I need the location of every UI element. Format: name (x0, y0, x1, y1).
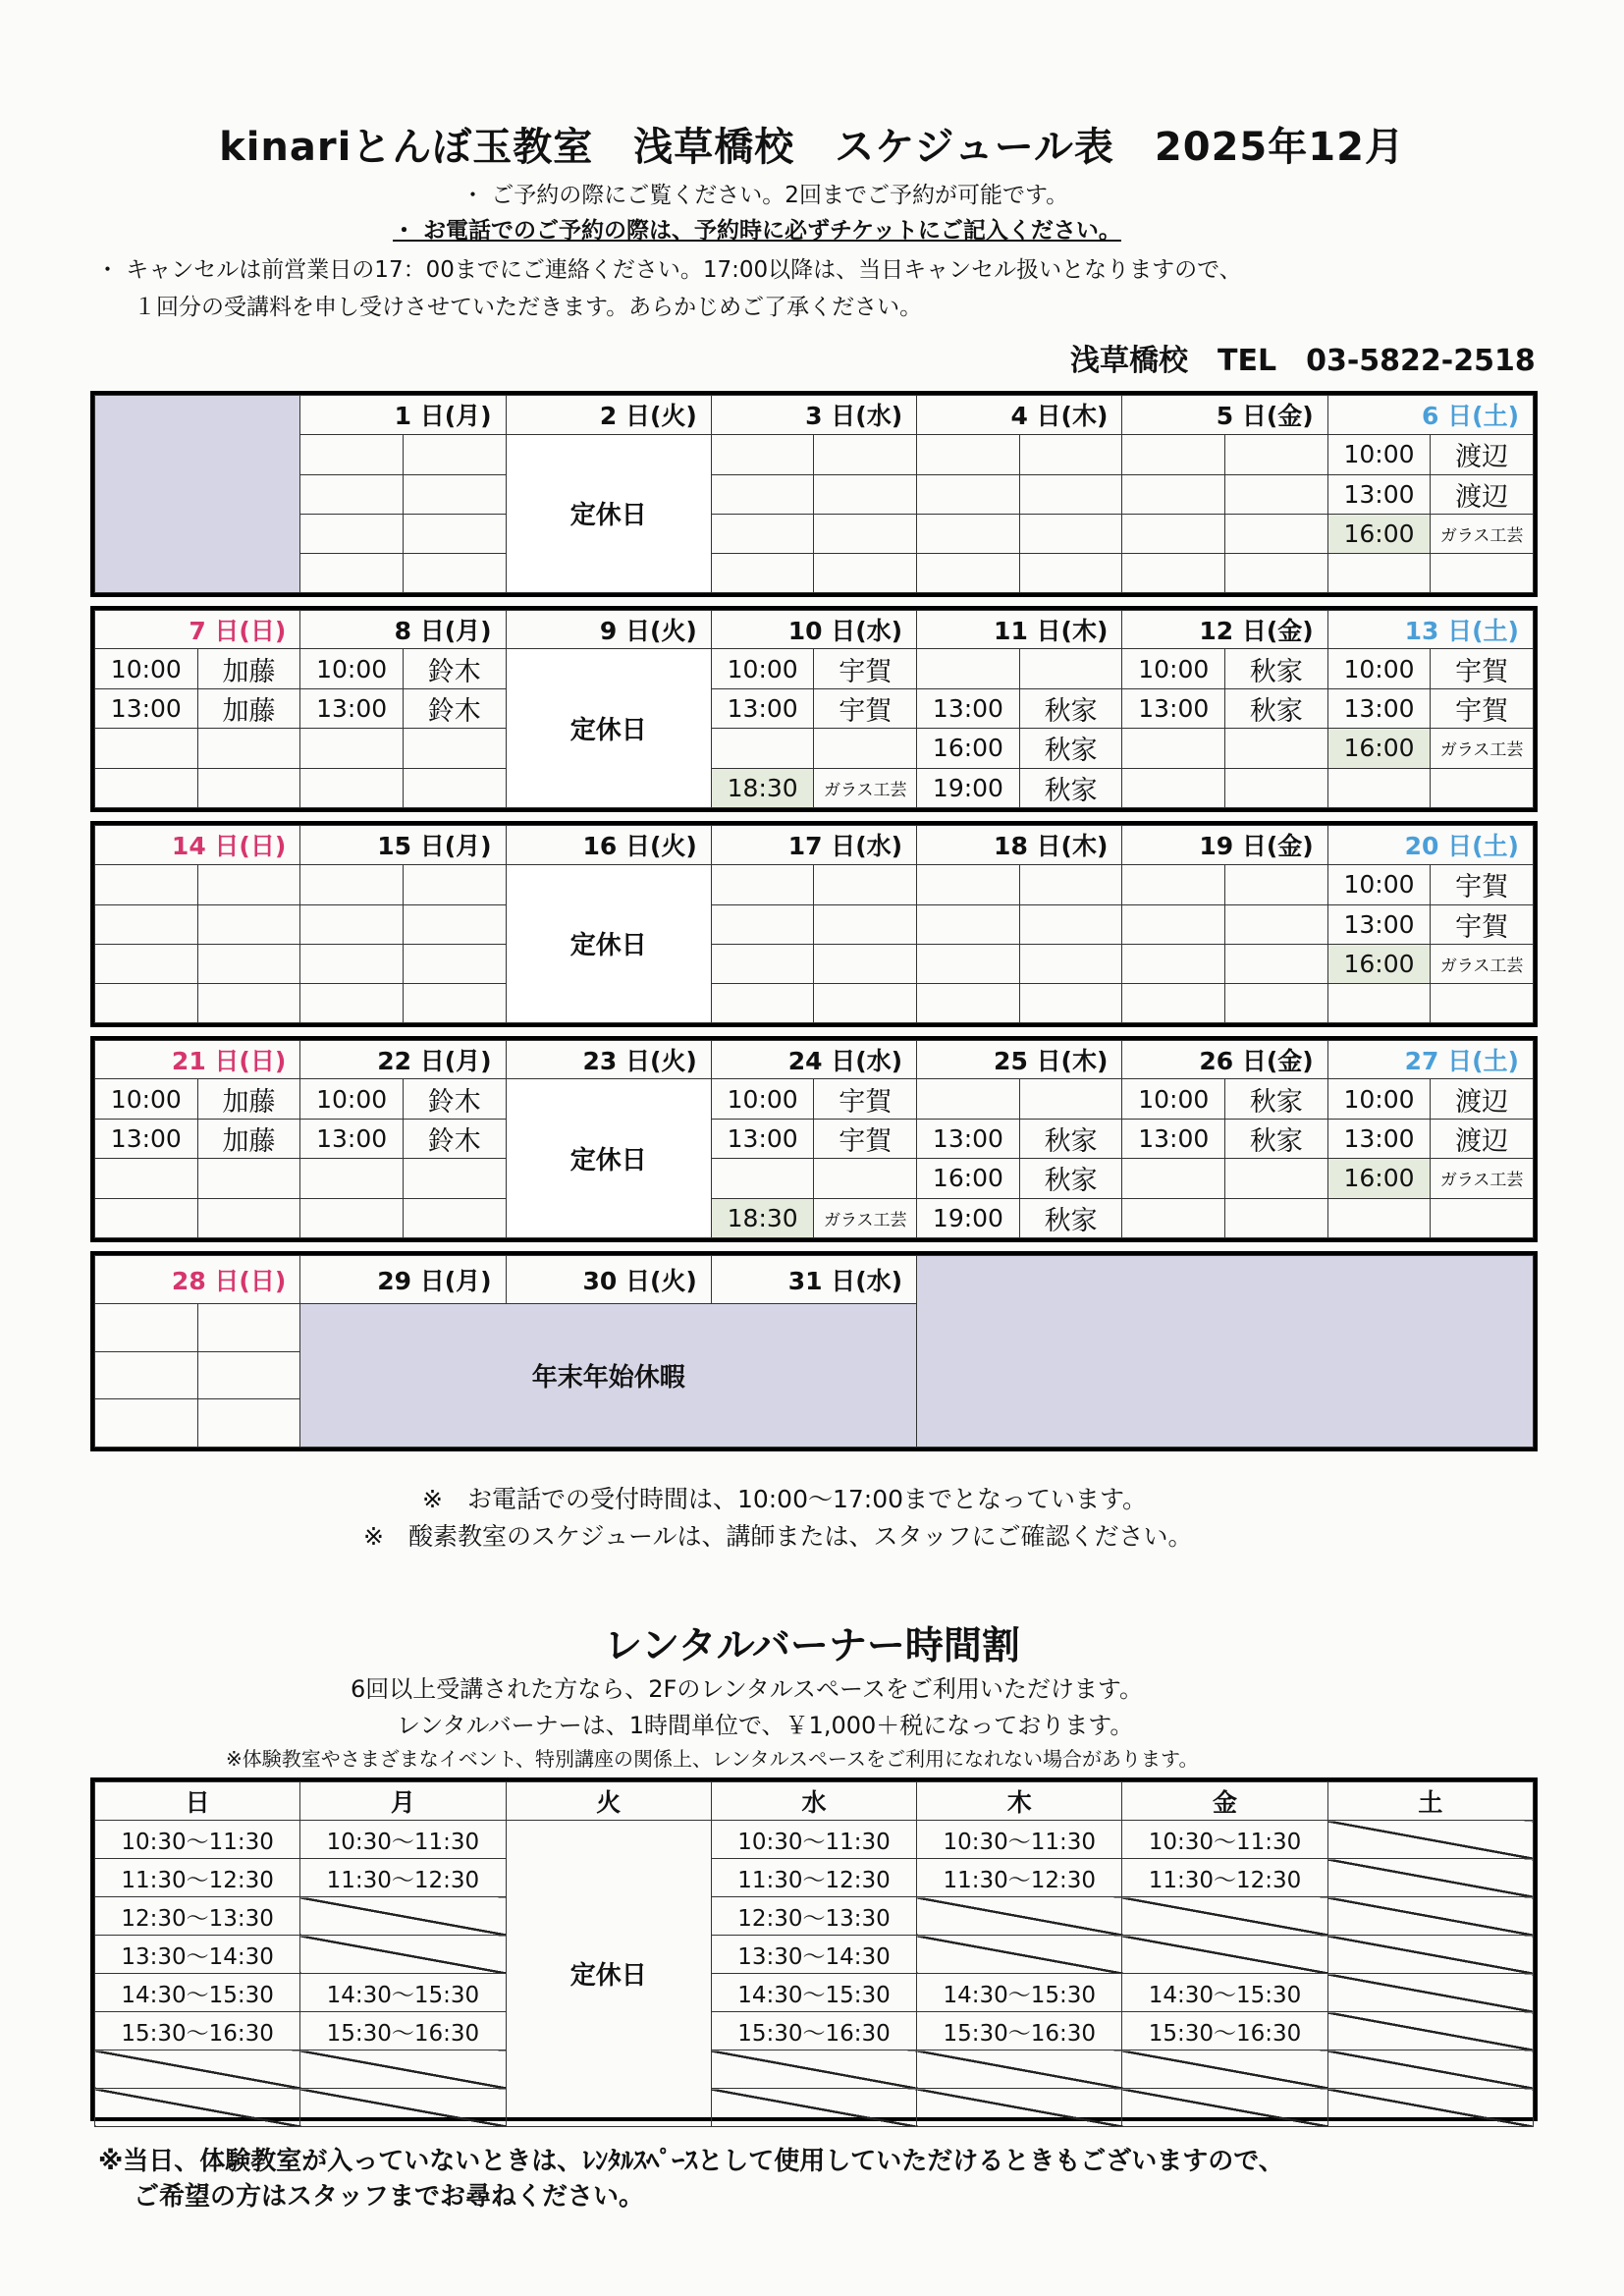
rental-header-sun: 日 (95, 1782, 300, 1821)
slot-time: 10:00 (1327, 649, 1431, 688)
slot-teacher: 鈴木 (403, 649, 506, 688)
day-header: 16 日(火) (506, 826, 711, 865)
rental-slot: 12:30～13:30 (95, 1897, 300, 1936)
day-header: 10 日(水) (711, 611, 916, 649)
slot-glass-craft: ガラス工芸 (814, 1198, 917, 1237)
slot-teacher: 秋家 (1225, 1079, 1328, 1119)
day-header: 25 日(木) (917, 1041, 1122, 1079)
slot-glass-craft: ガラス工芸 (1431, 945, 1534, 984)
slot-time: 13:00 (300, 688, 404, 728)
slot-teacher: 秋家 (1225, 649, 1328, 688)
rental-slot: 10:30～11:30 (300, 1821, 506, 1859)
slot-time: 10:00 (1122, 649, 1225, 688)
slot-time: 19:00 (917, 768, 1020, 807)
rental-slot-unavailable (300, 1936, 506, 1974)
rental-slot: 10:30～11:30 (95, 1821, 300, 1859)
rental-header-thu: 木 (917, 1782, 1122, 1821)
slot-teacher: 秋家 (1019, 729, 1122, 768)
day-header: 30 日(火) (506, 1256, 711, 1304)
day-header: 4 日(木) (917, 396, 1122, 435)
slot-time: 13:00 (711, 688, 814, 728)
rental-slot: 10:30～11:30 (917, 1821, 1122, 1859)
calendar-week-1 (90, 391, 1538, 597)
rental-footer-note-2: ご希望の方はスタッフまでお尋ねください。 (134, 2182, 645, 2212)
rental-slot-unavailable (1122, 1936, 1327, 1974)
day-header: 19 日(金) (1122, 826, 1327, 865)
rental-header-fri: 金 (1122, 1782, 1327, 1821)
rental-slot: 14:30～15:30 (95, 1974, 300, 2012)
rental-slot: 13:30～14:30 (711, 1936, 916, 1974)
slot-teacher: 宇賀 (814, 1079, 917, 1119)
rental-header-mon: 月 (300, 1782, 506, 1821)
rental-slot-unavailable (1327, 2012, 1533, 2050)
day-header-sunday: 28 日(日) (95, 1256, 300, 1304)
slot-teacher: 秋家 (1225, 688, 1328, 728)
rental-desc-2: レンタルバーナーは、1時間単位で、￥1,000＋税になっております。 (397, 1712, 1134, 1739)
notice-booking: ・ ご予約の際にご覧ください。2回までご予約が可能です。 (461, 183, 1069, 208)
slot-time: 10:00 (1327, 434, 1431, 474)
day-header: 23 日(火) (506, 1041, 711, 1079)
notice-cancel: ・ キャンセルは前営業日の17：00までにご連絡ください。17:00以降は、当日キャンセル扱いとなりますので、 (96, 257, 1242, 283)
slot-teacher: 宇賀 (814, 688, 917, 728)
rental-slot-unavailable (1122, 2089, 1327, 2127)
slot-teacher: 加藤 (197, 649, 300, 688)
slot-teacher: 宇賀 (814, 649, 917, 688)
rental-title: レンタルバーナー時間割 (604, 1624, 1020, 1668)
slot-time: 19:00 (917, 1198, 1020, 1237)
rental-slot: 12:30～13:30 (711, 1897, 916, 1936)
day-header: 18 日(木) (917, 826, 1122, 865)
slot-teacher: 宇賀 (814, 1119, 917, 1158)
rental-slot-unavailable (1327, 1936, 1533, 1974)
slot-time: 13:00 (1327, 474, 1431, 515)
day-header-saturday: 27 日(土) (1327, 1041, 1533, 1079)
rental-slot-unavailable (711, 2050, 916, 2089)
slot-teacher: 渡辺 (1431, 1119, 1534, 1158)
footnote-oxygen-class: ※ 酸素教室のスケジュールは、講師または、スタッフにご確認ください。 (363, 1522, 1193, 1551)
slot-time: 13:00 (95, 1119, 198, 1158)
rental-slot-unavailable (1327, 2089, 1533, 2127)
rental-closed-day: 定休日 (506, 1821, 711, 2127)
slot-time: 13:00 (1122, 1119, 1225, 1158)
slot-time: 16:00 (1327, 1159, 1431, 1198)
slot-time: 13:00 (711, 1119, 814, 1158)
day-header-sunday: 21 日(日) (95, 1041, 300, 1079)
rental-footer-note-1: ※当日、体験教室が入っていないときは、ﾚﾝﾀﾙｽﾍﾟｰｽとして使用していただけるときもございますので、 (98, 2147, 1284, 2176)
day-header: 9 日(火) (506, 611, 711, 649)
slot-teacher: 渡辺 (1431, 474, 1534, 515)
slot-time: 16:00 (917, 1159, 1020, 1198)
slot-glass-craft: ガラス工芸 (1431, 729, 1534, 768)
day-header-saturday: 6 日(土) (1327, 396, 1533, 435)
rental-slot-unavailable (1327, 1897, 1533, 1936)
rental-slot-unavailable (95, 2089, 300, 2127)
slot-teacher (403, 434, 506, 474)
rental-slot: 11:30～12:30 (300, 1859, 506, 1897)
slot-time: 10:00 (1327, 864, 1431, 904)
rental-header-tue: 火 (506, 1782, 711, 1821)
slot-teacher: 秋家 (1019, 768, 1122, 807)
closed-day: 定休日 (506, 434, 711, 592)
slot-time: 13:00 (1122, 688, 1225, 728)
slot-teacher: 鈴木 (403, 1119, 506, 1158)
rental-slot-unavailable (1327, 1859, 1533, 1897)
rental-slot: 11:30～12:30 (95, 1859, 300, 1897)
rental-slot: 13:30～14:30 (95, 1936, 300, 1974)
rental-slot-unavailable (300, 2089, 506, 2127)
day-header: 29 日(月) (300, 1256, 506, 1304)
day-header: 17 日(水) (711, 826, 916, 865)
rental-desc-1: 6回以上受講された方なら、2Fのレンタルスペースをご利用いただけます。 (351, 1675, 1143, 1703)
rental-slot-unavailable (917, 2089, 1122, 2127)
day-header: 12 日(金) (1122, 611, 1327, 649)
day-header-saturday: 13 日(土) (1327, 611, 1533, 649)
day-header-sunday: 14 日(日) (95, 826, 300, 865)
slot-time: 10:00 (300, 649, 404, 688)
slot-time: 16:00 (1327, 729, 1431, 768)
day-header: 26 日(金) (1122, 1041, 1327, 1079)
slot-time: 13:00 (1327, 1119, 1431, 1158)
rental-slot-unavailable (1327, 2050, 1533, 2089)
slot-time: 10:00 (1122, 1079, 1225, 1119)
calendar-week-5 (90, 1251, 1538, 1451)
slot-teacher: 宇賀 (1431, 649, 1534, 688)
rental-slot: 14:30～15:30 (300, 1974, 506, 2012)
slot-time: 16:00 (1327, 515, 1431, 554)
slot-teacher: 鈴木 (403, 1079, 506, 1119)
rental-slot: 15:30～16:30 (95, 2012, 300, 2050)
slot-time: 13:00 (917, 1119, 1020, 1158)
page-title: kinariとんぼ玉教室 浅草橋校 スケジュール表 2025年12月 (219, 125, 1405, 170)
calendar-week-2 (90, 606, 1538, 812)
school-phone: 浅草橋校 TEL 03-5822-2518 (1070, 344, 1536, 378)
slot-time: 10:00 (95, 649, 198, 688)
slot-time: 16:00 (917, 729, 1020, 768)
rental-desc-3: ※体験教室やさまざまなイベント、特別講座の関係上、レンタルスペースをご利用になれない場合があります。 (226, 1747, 1199, 1771)
day-header: 15 日(月) (300, 826, 506, 865)
slot-time: 18:30 (711, 1198, 814, 1237)
slot-time: 10:00 (711, 1079, 814, 1119)
slot-time: 13:00 (95, 688, 198, 728)
day-header-saturday: 20 日(土) (1327, 826, 1533, 865)
rental-slot: 15:30～16:30 (1122, 2012, 1327, 2050)
slot-glass-craft: ガラス工芸 (1431, 1159, 1534, 1198)
notice-cancel-fee: １回分の受講料を申し受けさせていただきます。あらかじめご了承ください。 (134, 295, 923, 320)
rental-slot-unavailable (1122, 2050, 1327, 2089)
slot-teacher: 鈴木 (403, 688, 506, 728)
rental-slot: 10:30～11:30 (711, 1821, 916, 1859)
day-header: 5 日(金) (1122, 396, 1327, 435)
blank-cell (917, 1256, 1534, 1448)
rental-header-sat: 土 (1327, 1782, 1533, 1821)
rental-slot: 15:30～16:30 (917, 2012, 1122, 2050)
slot-teacher: 加藤 (197, 1079, 300, 1119)
slot-teacher: 宇賀 (1431, 864, 1534, 904)
slot-teacher: 加藤 (197, 688, 300, 728)
slot-time: 13:00 (917, 688, 1020, 728)
blank-cell (95, 396, 300, 593)
slot-teacher: 秋家 (1019, 688, 1122, 728)
rental-slot-unavailable (917, 2050, 1122, 2089)
slot-glass-craft: ガラス工芸 (814, 768, 917, 807)
day-header: 24 日(水) (711, 1041, 916, 1079)
slot-teacher: 秋家 (1225, 1119, 1328, 1158)
rental-slot-unavailable (917, 1897, 1122, 1936)
rental-slot-unavailable (917, 1936, 1122, 1974)
slot-teacher: 渡辺 (1431, 1079, 1534, 1119)
slot-time: 10:00 (1327, 1079, 1431, 1119)
calendar-week-3 (90, 821, 1538, 1027)
slot-teacher: 秋家 (1019, 1119, 1122, 1158)
day-header: 31 日(水) (711, 1256, 916, 1304)
slot-time: 16:00 (1327, 945, 1431, 984)
rental-slot: 15:30～16:30 (300, 2012, 506, 2050)
slot-teacher: 加藤 (197, 1119, 300, 1158)
closed-day: 定休日 (506, 1079, 711, 1238)
rental-slot-unavailable (711, 2089, 916, 2127)
calendar-week-4 (90, 1036, 1538, 1242)
day-header: 1 日(月) (300, 396, 506, 435)
day-header: 11 日(木) (917, 611, 1122, 649)
slot-time: 13:00 (1327, 904, 1431, 945)
slot-teacher: 渡辺 (1431, 434, 1534, 474)
slot-teacher: 秋家 (1019, 1198, 1122, 1237)
rental-slot: 14:30～15:30 (917, 1974, 1122, 2012)
slot-time: 18:30 (711, 768, 814, 807)
day-header: 8 日(月) (300, 611, 506, 649)
year-end-holiday: 年末年始休暇 (300, 1303, 917, 1447)
rental-slot-unavailable (1327, 1974, 1533, 2012)
slot-glass-craft: ガラス工芸 (1431, 515, 1534, 554)
slot-teacher: 宇賀 (1431, 688, 1534, 728)
day-header: 2 日(火) (506, 396, 711, 435)
rental-slot: 15:30～16:30 (711, 2012, 916, 2050)
slot-teacher: 宇賀 (1431, 904, 1534, 945)
closed-day: 定休日 (506, 649, 711, 808)
rental-slot-unavailable (1122, 1897, 1327, 1936)
rental-slot: 10:30～11:30 (1122, 1821, 1327, 1859)
rental-slot-unavailable (300, 1897, 506, 1936)
rental-slot-unavailable (300, 2050, 506, 2089)
closed-day: 定休日 (506, 864, 711, 1022)
rental-slot: 11:30～12:30 (711, 1859, 916, 1897)
slot-time (300, 434, 404, 474)
rental-header-wed: 水 (711, 1782, 916, 1821)
rental-slot: 11:30～12:30 (1122, 1859, 1327, 1897)
notice-phone-booking: ・ お電話でのご予約の際は、予約時に必ずチケットにご記入ください。 (393, 218, 1121, 244)
day-header-sunday: 7 日(日) (95, 611, 300, 649)
day-header: 3 日(水) (711, 396, 916, 435)
day-header: 22 日(月) (300, 1041, 506, 1079)
slot-time: 10:00 (95, 1079, 198, 1119)
slot-time: 13:00 (300, 1119, 404, 1158)
slot-time: 10:00 (300, 1079, 404, 1119)
footnote-phone-hours: ※ お電話での受付時間は、10:00～17:00までとなっています。 (422, 1485, 1148, 1513)
slot-time: 10:00 (711, 649, 814, 688)
rental-slot: 14:30～15:30 (1122, 1974, 1327, 2012)
rental-slot: 11:30～12:30 (917, 1859, 1122, 1897)
rental-slot-unavailable (95, 2050, 300, 2089)
slot-time: 13:00 (1327, 688, 1431, 728)
rental-slot: 14:30～15:30 (711, 1974, 916, 2012)
rental-slot-unavailable (1327, 1821, 1533, 1859)
rental-timetable (90, 1777, 1538, 2121)
slot-teacher: 秋家 (1019, 1159, 1122, 1198)
